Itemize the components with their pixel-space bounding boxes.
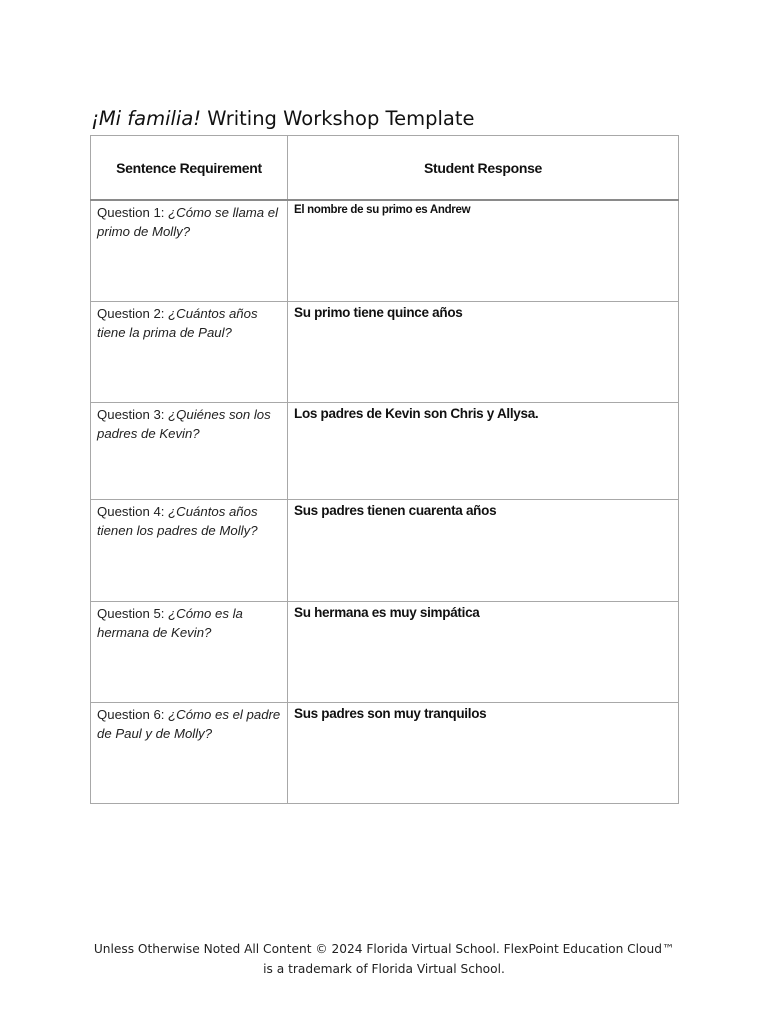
question-label: Question 5:	[97, 605, 169, 621]
question-label: Question 4:	[97, 503, 169, 519]
question-cell	[91, 702, 288, 803]
table-row	[91, 402, 679, 499]
question-text: ¿Cuántos años tiene la prima de Paul?	[97, 305, 258, 340]
response-cell[interactable]	[288, 601, 679, 702]
question-cell	[91, 601, 288, 702]
footer-line-2: is a trademark of Florida Virtual School.	[263, 962, 505, 976]
question-label: Question 1:	[97, 205, 169, 220]
question-text: ¿Cómo es el padre de Paul y de Molly?	[97, 706, 281, 741]
question-cell	[91, 402, 288, 499]
header-student-response: Student Response	[288, 136, 679, 201]
response-text: Su hermana es muy simpática	[294, 604, 480, 620]
copyright-footer	[0, 939, 768, 979]
response-cell[interactable]	[288, 200, 679, 301]
table-row	[91, 601, 679, 702]
question-cell	[91, 499, 288, 601]
question-cell	[91, 301, 288, 402]
response-text: Sus padres tienen cuarenta años	[294, 502, 497, 518]
question-text: ¿Quiénes son los padres de Kevin?	[97, 406, 271, 441]
question-label: Question 6:	[97, 706, 169, 722]
response-cell[interactable]	[288, 702, 679, 803]
title-italic: ¡Mi familia!	[91, 107, 202, 130]
question-cell	[91, 200, 288, 301]
response-text: Su primo tiene quince años	[294, 304, 463, 320]
question-text: ¿Cómo se llama el primo de Molly?	[97, 205, 279, 239]
response-cell[interactable]	[288, 402, 679, 499]
footer-line-1: Unless Otherwise Noted All Content © 2024 Florida Virtual School. FlexPoint Education Cloud™	[93, 942, 675, 956]
workshop-table	[90, 135, 679, 804]
table-row	[91, 301, 679, 402]
table-row	[91, 499, 679, 601]
question-label: Question 3:	[97, 406, 169, 422]
table-row	[91, 200, 679, 301]
question-text: ¿Cuántos años tienen los padres de Molly?	[97, 503, 258, 538]
response-cell[interactable]	[288, 499, 679, 601]
response-text: Los padres de Kevin son Chris y Allysa.	[294, 405, 539, 421]
header-sentence-requirement: Sentence Requirement	[91, 136, 288, 201]
response-cell[interactable]	[288, 301, 679, 402]
response-text: El nombre de su primo es Andrew	[294, 204, 471, 216]
title-rest: Writing Workshop Template	[201, 107, 475, 130]
table-header-row	[91, 136, 679, 201]
question-label: Question 2:	[97, 305, 169, 321]
table-row	[91, 702, 679, 803]
response-text: Sus padres son muy tranquilos	[294, 705, 487, 721]
document-title	[91, 107, 475, 130]
question-text: ¿Cómo es la hermana de Kevin?	[97, 605, 243, 640]
